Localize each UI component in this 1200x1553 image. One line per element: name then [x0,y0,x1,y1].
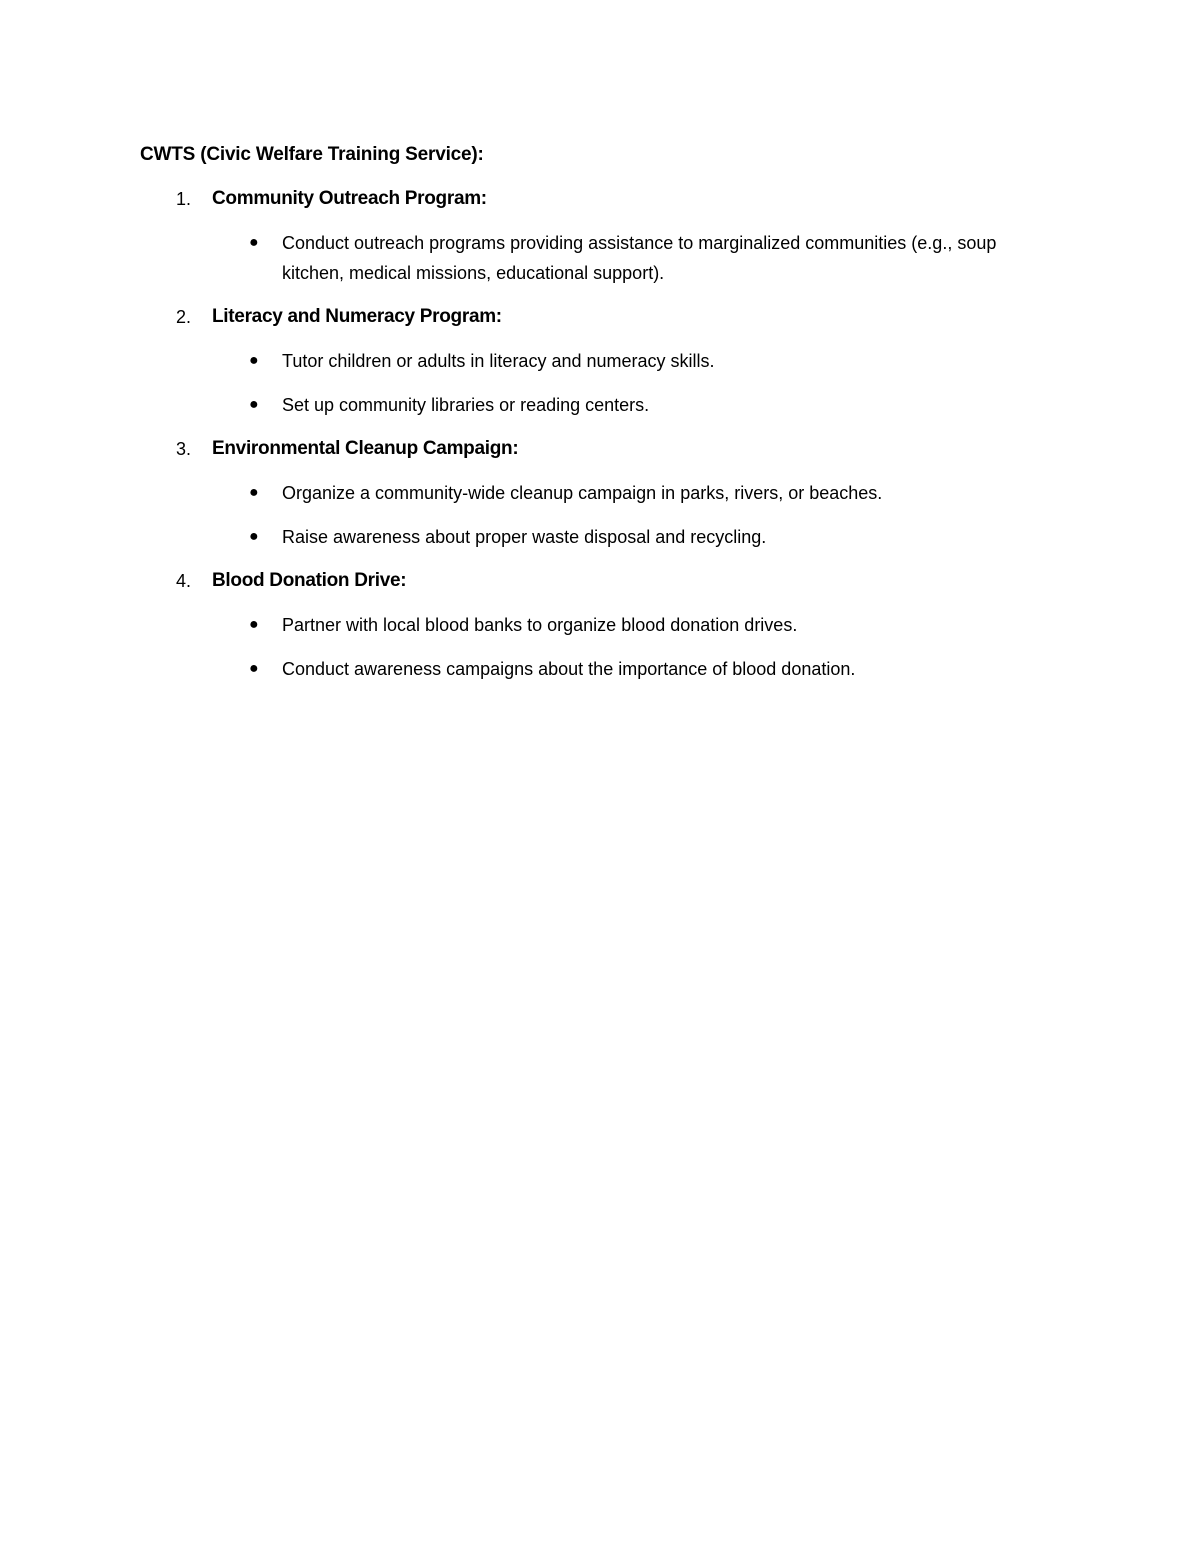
section-environmental-cleanup [140,434,1040,552]
bullet-icon: ● [249,616,259,633]
list-item-text: Organize a community-wide cleanup campaign in parks, rivers, or beaches. [282,483,883,503]
bullet-icon: ● [249,234,259,251]
section-title: Blood Donation Drive: [212,570,407,591]
bullet-icon: ● [249,396,259,413]
section-number: 1. [176,189,192,209]
section-title: Literacy and Numeracy Program: [212,306,502,327]
list-item-text: Conduct outreach programs providing assistance to marginalized communities (e.g., soup kitchen, medical missions, educational support). [282,233,997,283]
section-number: 2. [176,307,192,327]
section-header [140,302,1040,332]
bullet-list [140,610,1040,684]
list-item [140,610,1032,640]
document-heading: CWTS (Civic Welfare Training Service): [140,144,484,165]
bullet-list [140,478,1040,552]
list-item [140,346,1032,376]
list-item [140,228,1032,288]
list-item-text: Raise awareness about proper waste disposal and recycling. [282,527,767,547]
bullet-icon: ● [249,484,259,501]
section-number: 3. [176,439,192,459]
list-item-text: Partner with local blood banks to organize blood donation drives. [282,615,798,635]
document-body [140,140,1040,684]
section-title: Community Outreach Program: [212,188,487,209]
bullet-icon: ● [249,660,259,677]
list-item [140,390,1032,420]
bullet-list [140,346,1040,420]
section-header [140,184,1040,214]
list-item [140,478,1032,508]
section-title: Environmental Cleanup Campaign: [212,438,519,459]
section-header [140,566,1040,596]
list-item-text: Set up community libraries or reading centers. [282,395,650,415]
list-item-text: Tutor children or adults in literacy and numeracy skills. [282,351,715,371]
list-item-text: Conduct awareness campaigns about the importance of blood donation. [282,659,856,679]
bullet-list [140,228,1040,288]
section-community-outreach [140,184,1040,288]
list-item [140,654,1032,684]
list-item [140,522,1032,552]
section-header [140,434,1040,464]
section-literacy-numeracy [140,302,1040,420]
bullet-icon: ● [249,352,259,369]
section-number: 4. [176,571,192,591]
section-blood-donation [140,566,1040,684]
bullet-icon: ● [249,528,259,545]
